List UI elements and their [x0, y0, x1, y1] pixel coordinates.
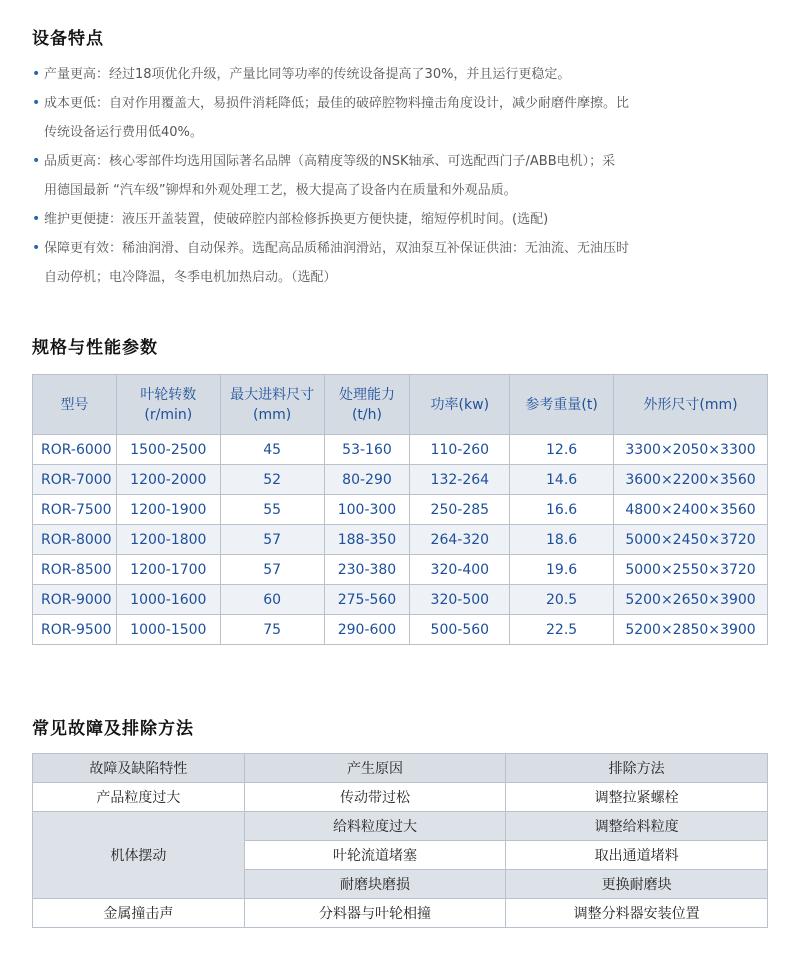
feature-line: 成本更低：自对作用覆盖大，易损件消耗降低；最佳的破碎腔物料撞击角度设计，减少耐磨件摩擦。比 [44, 96, 630, 111]
cell-model: ROR-8000 [33, 525, 117, 555]
cell-cause: 分料器与叶轮相撞 [244, 899, 506, 928]
table-row [33, 525, 768, 555]
cell-remedy: 调整分料器安装位置 [506, 899, 768, 928]
feature-line: 用德国最新 “汽车级”铆焊和外观处理工艺，极大提高了设备内在质量和外观品质。 [44, 183, 517, 198]
features-list [32, 60, 772, 292]
cell-capacity: 188-350 [324, 525, 410, 555]
cell-power: 132-264 [410, 465, 510, 495]
header-cause: 产生原因 [244, 754, 506, 783]
cell-capacity: 230-380 [324, 555, 410, 585]
cell-remedy: 取出通道堵料 [506, 841, 768, 870]
cell-weight: 14.6 [510, 465, 614, 495]
cell-power: 264-320 [410, 525, 510, 555]
cell-model: ROR-9500 [33, 615, 117, 645]
specs-header-row [33, 375, 768, 435]
cell-cause: 给料粒度过大 [244, 812, 506, 841]
cell-fault: 机体摆动 [33, 812, 245, 899]
faults-table [32, 753, 768, 928]
features-title: 设备特点 [32, 29, 104, 49]
cell-dimensions: 5000×2550×3720 [614, 555, 768, 585]
cell-speed: 1000-1500 [116, 615, 220, 645]
faults-title: 常见故障及排除方法 [32, 719, 194, 739]
cell-weight: 12.6 [510, 435, 614, 465]
feature-line: 产量更高：经过18项优化升级，产量比同等功率的传统设备提高了30%，并且运行更稳定。 [44, 67, 571, 82]
cell-feed: 52 [220, 465, 324, 495]
header-power: 功率(kw) [410, 375, 510, 435]
cell-capacity: 80-290 [324, 465, 410, 495]
feature-item [32, 205, 772, 234]
cell-speed: 1200-1800 [116, 525, 220, 555]
table-row [33, 899, 768, 928]
feature-line: 保障更有效：稀油润滑、自动保养。选配高品质稀油润滑站，双油泵互补保证供油：无油流、无油压时 [44, 241, 630, 256]
bullet-icon: • [32, 153, 41, 169]
header-impeller-speed: 叶轮转数 (r/min) [116, 375, 220, 435]
cell-power: 320-500 [410, 585, 510, 615]
header-weight: 参考重量(t) [510, 375, 614, 435]
cell-dimensions: 3600×2200×3560 [614, 465, 768, 495]
cell-capacity: 275-560 [324, 585, 410, 615]
cell-weight: 20.5 [510, 585, 614, 615]
bullet-icon: • [32, 95, 41, 111]
cell-feed: 57 [220, 555, 324, 585]
feature-line: 自动停机；电冷降温，冬季电机加热启动。（选配） [44, 270, 337, 285]
feature-item [32, 60, 772, 89]
cell-speed: 1500-2500 [116, 435, 220, 465]
cell-dimensions: 5200×2650×3900 [614, 585, 768, 615]
cell-capacity: 53-160 [324, 435, 410, 465]
feature-item [32, 89, 772, 147]
cell-speed: 1200-1900 [116, 495, 220, 525]
cell-power: 250-285 [410, 495, 510, 525]
cell-fault: 产品粒度过大 [33, 783, 245, 812]
feature-item [32, 147, 772, 205]
cell-feed: 45 [220, 435, 324, 465]
header-max-feed-size: 最大进料尺寸 (mm) [220, 375, 324, 435]
header-dimensions: 外形尺寸(mm) [614, 375, 768, 435]
cell-dimensions: 5000×2450×3720 [614, 525, 768, 555]
feature-item [32, 234, 772, 292]
feature-line: 品质更高：核心零部件均选用国际著名品牌（高精度等级的NSK轴承、可选配西门子/ABB电机）；采 [44, 154, 616, 169]
cell-remedy: 调整拉紧螺栓 [506, 783, 768, 812]
feature-line: 维护更便捷：液压开盖装置，使破碎腔内部检修拆换更方便快捷，缩短停机时间。(选配) [44, 212, 549, 227]
cell-capacity: 100-300 [324, 495, 410, 525]
cell-power: 320-400 [410, 555, 510, 585]
cell-cause: 叶轮流道堵塞 [244, 841, 506, 870]
bullet-icon: • [32, 240, 41, 256]
bullet-icon: • [32, 66, 41, 82]
cell-weight: 22.5 [510, 615, 614, 645]
cell-dimensions: 4800×2400×3560 [614, 495, 768, 525]
cell-capacity: 290-600 [324, 615, 410, 645]
table-row [33, 465, 768, 495]
header-remedy: 排除方法 [506, 754, 768, 783]
cell-weight: 19.6 [510, 555, 614, 585]
cell-power: 500-560 [410, 615, 510, 645]
bullet-icon: • [32, 211, 41, 227]
table-row [33, 585, 768, 615]
cell-weight: 16.6 [510, 495, 614, 525]
table-row [33, 812, 768, 841]
feature-line: 传统设备运行费用低40%。 [44, 125, 203, 140]
header-capacity: 处理能力 (t/h) [324, 375, 410, 435]
cell-feed: 55 [220, 495, 324, 525]
cell-remedy: 调整给料粒度 [506, 812, 768, 841]
cell-remedy: 更换耐磨块 [506, 870, 768, 899]
cell-speed: 1200-2000 [116, 465, 220, 495]
cell-dimensions: 3300×2050×3300 [614, 435, 768, 465]
cell-speed: 1200-1700 [116, 555, 220, 585]
cell-feed: 57 [220, 525, 324, 555]
cell-cause: 传动带过松 [244, 783, 506, 812]
specs-title: 规格与性能参数 [32, 338, 158, 358]
cell-speed: 1000-1600 [116, 585, 220, 615]
table-row [33, 435, 768, 465]
header-model: 型号 [33, 375, 117, 435]
cell-dimensions: 5200×2850×3900 [614, 615, 768, 645]
faults-header-row [33, 754, 768, 783]
cell-model: ROR-9000 [33, 585, 117, 615]
cell-weight: 18.6 [510, 525, 614, 555]
cell-cause: 耐磨块磨损 [244, 870, 506, 899]
table-row [33, 783, 768, 812]
cell-model: ROR-6000 [33, 435, 117, 465]
cell-fault: 金属撞击声 [33, 899, 245, 928]
table-row [33, 555, 768, 585]
cell-feed: 60 [220, 585, 324, 615]
table-row [33, 495, 768, 525]
header-fault: 故障及缺陷特性 [33, 754, 245, 783]
cell-feed: 75 [220, 615, 324, 645]
cell-model: ROR-8500 [33, 555, 117, 585]
cell-model: ROR-7000 [33, 465, 117, 495]
cell-power: 110-260 [410, 435, 510, 465]
cell-model: ROR-7500 [33, 495, 117, 525]
table-row [33, 615, 768, 645]
specs-table [32, 374, 768, 645]
